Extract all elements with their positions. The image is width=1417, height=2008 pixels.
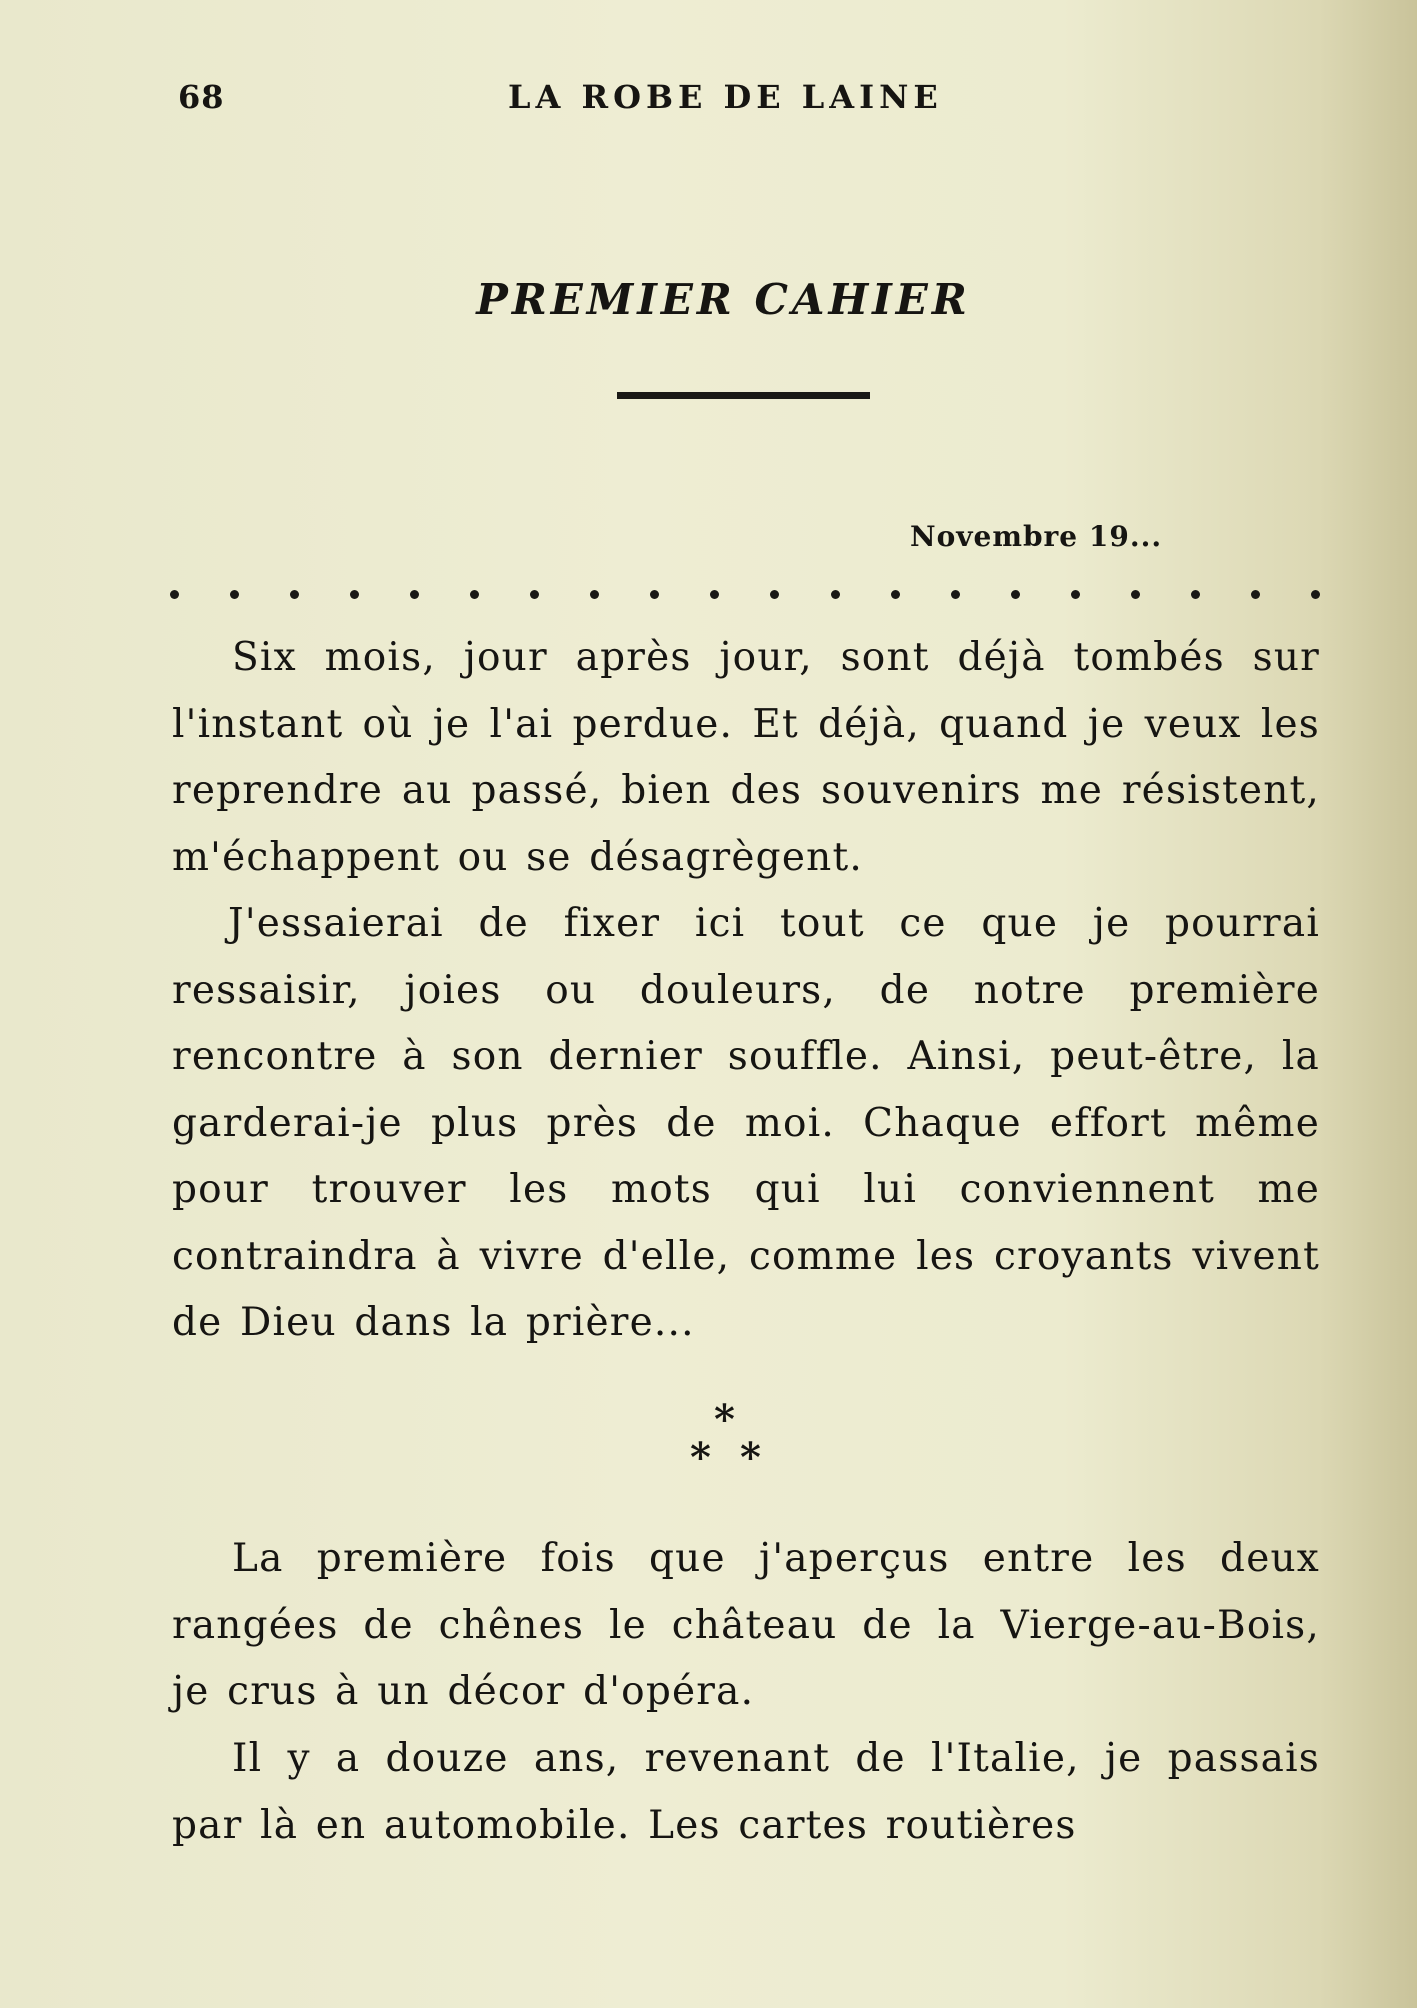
ellipsis-dot (170, 590, 179, 599)
ellipsis-dot (831, 590, 840, 599)
paragraph-1: Six mois, jour après jour, sont déjà tombés sur l'instant où je l'ai perdue. Et déjà, quand je veux les reprendre au passé, bien des souvenirs me résistent, m'échappent ou se désagrègent. (172, 635, 1320, 880)
ellipsis-dot (1311, 590, 1320, 599)
ellipsis-dot (290, 590, 299, 599)
ellipsis-dot (770, 590, 779, 599)
ellipsis-dot (1251, 590, 1260, 599)
ellipsis-dot (1011, 590, 1020, 599)
page-number: 68 (178, 78, 225, 116)
ellipsis-dot (410, 590, 419, 599)
paragraph-3: La première fois que j'aperçus entre les deux rangées de chênes le château de la Vierge-au-Bois, je crus à un décor d'opéra. (172, 1536, 1320, 1714)
ellipsis-dot (1131, 590, 1140, 599)
ellipsis-dot (530, 590, 539, 599)
book-title: LA ROBE DE LAINE (508, 78, 943, 116)
ellipsis-dot (230, 590, 239, 599)
ellipsis-dot (350, 590, 359, 599)
asterism-star: * (740, 1434, 761, 1481)
paragraph-2: J'essaierai de fixer ici tout ce que je pourrai ressaisir, joies ou douleurs, de notre première rencontre à son dernier souffle. Ainsi, peut-être, la garderai-je plus près de moi. Chaque effort même pour trouver les mots qui lui conviennent me contraindra à vivre d'elle, comme les croyants vivent de Dieu dans la prière... (172, 901, 1320, 1345)
ellipsis-dot (951, 590, 960, 599)
ellipsis-dot (470, 590, 479, 599)
asterism-ornament (690, 1396, 780, 1481)
title-rule (617, 392, 870, 399)
chapter-title: PREMIER CAHIER (476, 275, 971, 324)
ellipsis-dot (1191, 590, 1200, 599)
asterism-star: * (690, 1434, 711, 1481)
entry-date: Novembre 19... (910, 520, 1163, 553)
ellipsis-row (170, 574, 1320, 614)
ellipsis-dot (710, 590, 719, 599)
paragraph-4: Il y a douze ans, revenant de l'Italie, je passais par là en automobile. Les cartes routières (172, 1736, 1320, 1848)
ellipsis-dot (590, 590, 599, 599)
ellipsis-dot (891, 590, 900, 599)
running-head (178, 78, 1340, 126)
ellipsis-dot (1071, 590, 1080, 599)
ellipsis-dot (650, 590, 659, 599)
asterism-star: * (714, 1396, 735, 1443)
